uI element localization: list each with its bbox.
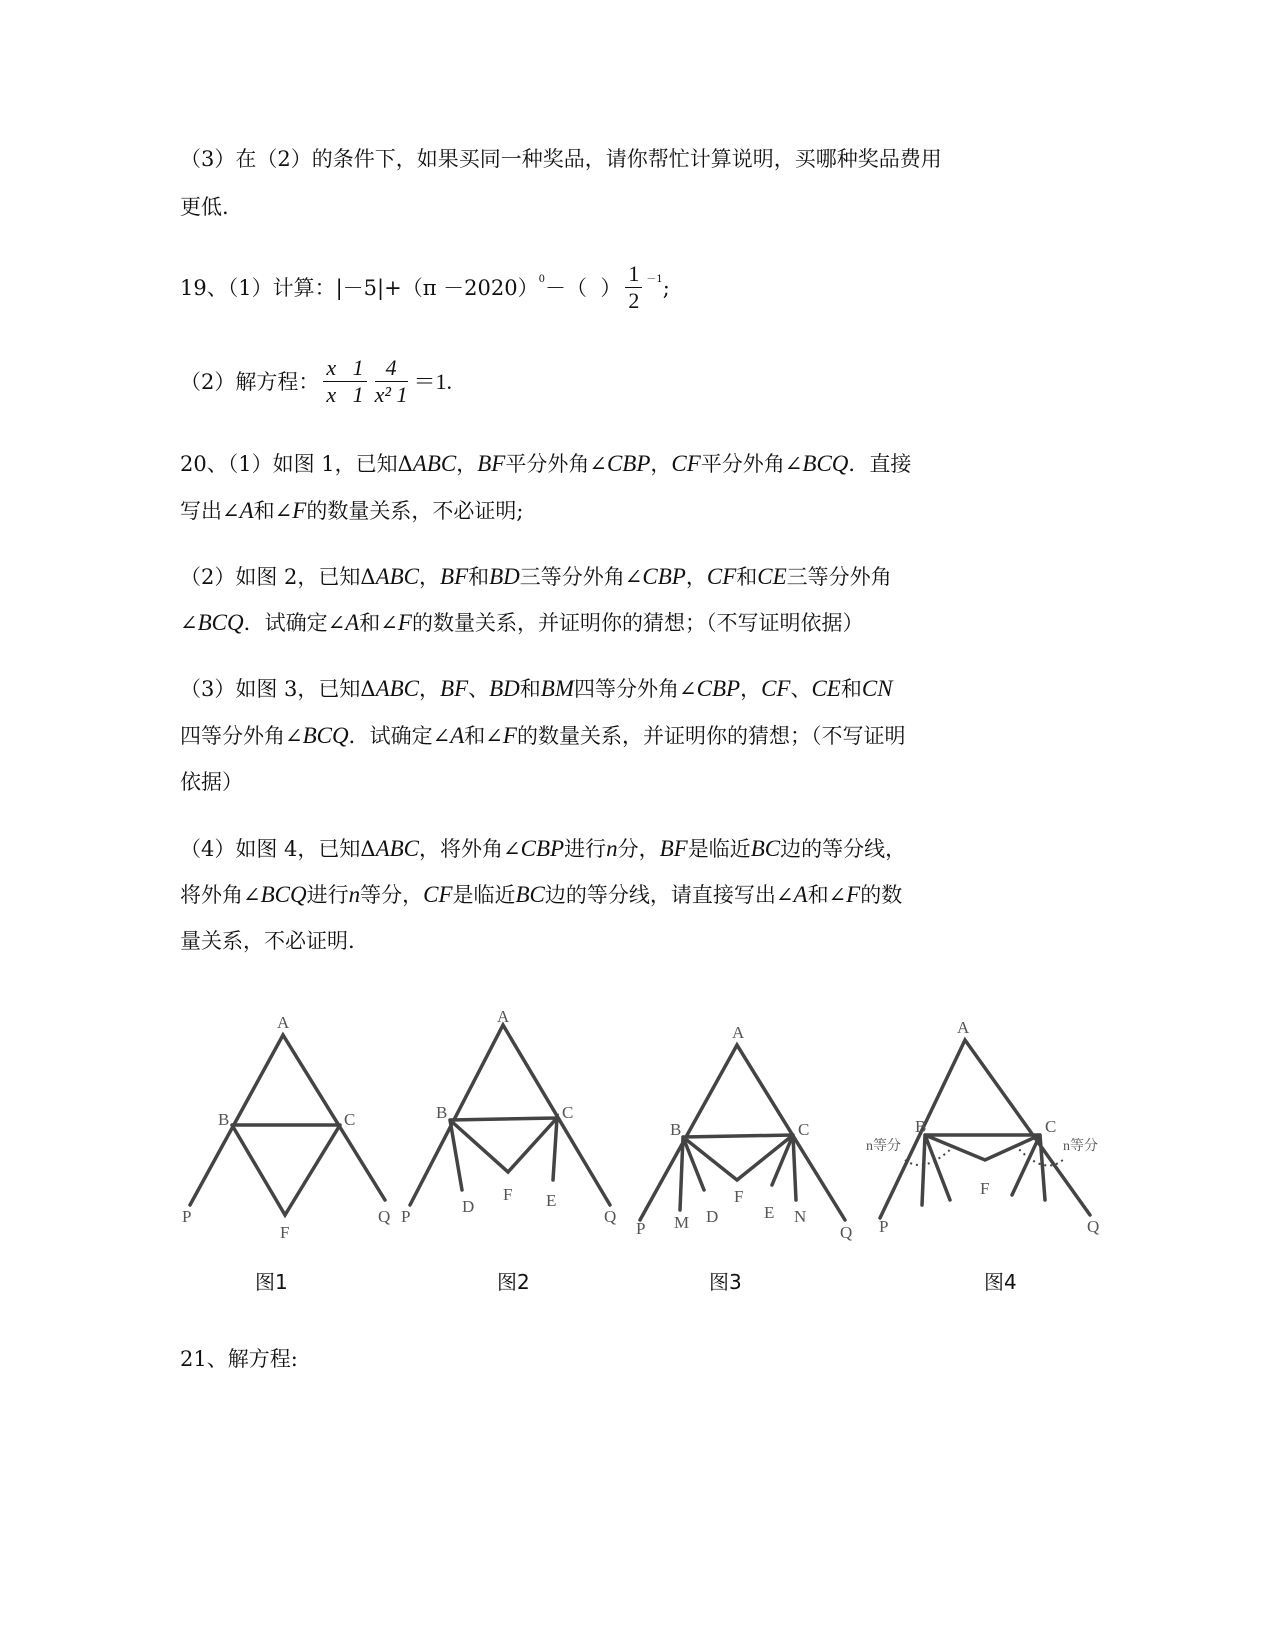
- math-symbol: A: [239, 498, 254, 523]
- math-symbol: BD: [489, 564, 520, 589]
- figure-3-label: M: [674, 1213, 690, 1232]
- math-symbol: A: [793, 882, 808, 907]
- figure-3-label: Q: [840, 1223, 853, 1242]
- text-segment: 是临近: [452, 883, 516, 907]
- math-symbol: CBP: [642, 564, 686, 589]
- figure-3-label: A: [732, 1023, 745, 1042]
- math-symbol: BCQ: [302, 723, 349, 748]
- math-symbol: F: [397, 610, 412, 635]
- numerator: x 1: [323, 355, 366, 382]
- text-segment: （3）如图 3，已知Δ: [180, 677, 376, 701]
- text-segment: 和∠: [807, 883, 847, 907]
- text-segment: （4）如图 4，已知Δ: [180, 837, 376, 861]
- text-segment: 进行: [564, 837, 607, 861]
- figure-2-label: B: [436, 1103, 448, 1122]
- text-segment: 的数量关系，并证明你的猜想；（不写证明依据）: [411, 611, 864, 635]
- figure-1-label: B: [218, 1110, 230, 1129]
- text-segment: 依据）: [180, 770, 243, 794]
- numerator: 1: [625, 261, 642, 288]
- figure-4-label: C: [1045, 1117, 1057, 1136]
- figure-1-label: P: [182, 1207, 192, 1226]
- figure-4-label: n等分: [866, 1139, 901, 1154]
- math-symbol: BCQ: [802, 451, 849, 476]
- text-segment: ，: [419, 677, 441, 701]
- figure-caption: 图4: [984, 1270, 1017, 1294]
- text-segment: 20、（1）如图 1，已知Δ: [180, 452, 413, 476]
- math-symbol: BCQ: [197, 610, 244, 635]
- math-symbol: F: [292, 498, 307, 523]
- numerator: 4: [375, 355, 408, 382]
- text-segment: －1: [646, 273, 663, 285]
- figure-3-label: F: [734, 1187, 744, 1206]
- text-segment: 边的等分线，: [780, 837, 907, 861]
- figure-3-label: E: [764, 1203, 775, 1222]
- figure-1-label: F: [280, 1223, 290, 1242]
- text-segment: 分，: [617, 837, 660, 861]
- figure-3-label: D: [706, 1207, 719, 1226]
- text-segment: 四等分外角∠: [574, 677, 697, 701]
- text-segment: 、: [790, 677, 812, 701]
- text-segment: 和∠: [464, 724, 503, 748]
- math-symbol: ABC: [375, 564, 420, 589]
- figure-caption: 图3: [709, 1270, 742, 1294]
- text-segment: ．试确定∠: [243, 611, 346, 635]
- figure-2-label: E: [546, 1191, 557, 1210]
- text-segment: 和: [840, 677, 862, 701]
- math-symbol: n: [348, 882, 361, 907]
- text-segment: 的数量关系，并证明你的猜想；（不写证明: [516, 724, 906, 748]
- figure-3-label: B: [670, 1120, 682, 1139]
- figure-4-label: F: [980, 1179, 990, 1198]
- text-segment: 边的等分线，请直接写出∠: [544, 883, 794, 907]
- denominator: 2: [628, 288, 640, 313]
- text-segment: ．试确定∠: [348, 724, 451, 748]
- figure-1-label: C: [344, 1110, 356, 1129]
- text-segment: ，: [419, 565, 441, 589]
- text-segment: 三等分外角: [786, 565, 892, 589]
- math-symbol: n: [606, 836, 618, 861]
- text-segment: ．直接: [848, 452, 912, 476]
- math-symbol: BF: [659, 836, 688, 861]
- text-segment: 等分，: [360, 883, 424, 907]
- text-segment: ，: [685, 565, 707, 589]
- figure-4-label: B: [915, 1117, 927, 1136]
- math-symbol: CF: [706, 564, 737, 589]
- math-symbol: BF: [477, 451, 506, 476]
- text-segment: 更低.: [180, 195, 229, 219]
- math-symbol: CF: [761, 676, 791, 701]
- math-symbol: BM: [540, 676, 575, 701]
- figure-4-label: P: [879, 1217, 889, 1236]
- text-segment: 的数: [860, 883, 903, 907]
- figure-3-label: C: [798, 1120, 810, 1139]
- text-segment: 四等分外角∠: [180, 724, 303, 748]
- math-symbol: BF: [440, 676, 469, 701]
- math-symbol: BC: [750, 836, 781, 861]
- math-symbol: CBP: [606, 451, 651, 476]
- text-segment: ，: [740, 677, 762, 701]
- math-symbol: CF: [671, 451, 701, 476]
- text-segment: ;: [662, 275, 670, 300]
- text-segment: 平分外角∠: [505, 452, 607, 476]
- figure-2-label: A: [497, 1007, 510, 1026]
- text-segment: ∠: [180, 611, 198, 635]
- math-symbol: CE: [811, 676, 841, 701]
- figure-1-label: A: [277, 1013, 290, 1032]
- math-symbol: CBP: [696, 676, 741, 701]
- text-segment: ，: [456, 452, 478, 476]
- math-symbol: F: [502, 723, 517, 748]
- figure-caption: 图1: [255, 1270, 288, 1294]
- text-segment: 三等分外角∠: [519, 565, 643, 589]
- text-segment: 将外角∠: [180, 883, 261, 907]
- figure-4-label: Q: [1087, 1217, 1100, 1236]
- text-segment: 19、（1）计算：|－5|+（π －2020）: [180, 275, 539, 300]
- math-symbol: CE: [757, 564, 787, 589]
- text-segment: 和: [519, 677, 541, 701]
- denominator: x 1: [326, 382, 364, 407]
- math-symbol: ABC: [412, 451, 457, 476]
- text-segment: －（ ）: [544, 275, 622, 300]
- math-symbol: CN: [861, 676, 893, 701]
- math-symbol: ABC: [375, 676, 420, 701]
- text-segment: 和∠: [253, 499, 293, 523]
- math-symbol: A: [450, 723, 465, 748]
- figure-4-label: A: [957, 1018, 970, 1037]
- text-segment: 和: [736, 565, 758, 589]
- text-segment: 的数量关系，不必证明;: [306, 499, 524, 523]
- math-symbol: BCQ: [260, 882, 307, 907]
- math-symbol: BC: [515, 882, 545, 907]
- text-segment: 是临近: [687, 837, 751, 861]
- math-symbol: BD: [489, 676, 520, 701]
- text-segment: ，将外角∠: [419, 837, 521, 861]
- figure-4-label: n等分: [1063, 1139, 1098, 1154]
- text-segment: 0: [538, 273, 545, 285]
- math-symbol: A: [345, 610, 360, 635]
- text-segment: 进行: [306, 883, 349, 907]
- text-segment: 平分外角∠: [700, 452, 803, 476]
- equation-rhs: ＝1.: [413, 368, 453, 394]
- figure-3-label: P: [636, 1219, 646, 1238]
- figure-1-label: Q: [378, 1207, 391, 1226]
- figure-2-label: C: [562, 1103, 574, 1122]
- figure-2-label: Q: [604, 1207, 617, 1226]
- text-segment: 量关系，不必证明.: [180, 929, 355, 953]
- figure-caption: 图2: [497, 1270, 530, 1294]
- text-segment: （2）解方程：: [180, 369, 320, 394]
- math-symbol: F: [846, 882, 861, 907]
- text-segment: （2）如图 2，已知Δ: [180, 565, 376, 589]
- text-segment: ，: [650, 452, 672, 476]
- figure-2-label: F: [503, 1185, 513, 1204]
- math-symbol: ABC: [375, 836, 420, 861]
- math-symbol: BF: [440, 564, 469, 589]
- figure-2-label: P: [401, 1207, 411, 1226]
- text-segment: 、: [468, 677, 490, 701]
- text-segment: 写出∠: [180, 499, 240, 523]
- text-segment: （3）在（2）的条件下，如果买同一种奖品，请你帮忙计算说明，买哪种奖品费用: [180, 147, 942, 171]
- math-symbol: CF: [423, 882, 453, 907]
- figure-2-label: D: [462, 1197, 475, 1216]
- math-symbol: CBP: [520, 836, 565, 861]
- figure-3-label: N: [794, 1207, 807, 1226]
- text-segment: 和: [468, 565, 490, 589]
- denominator: x² 1: [374, 382, 408, 407]
- text-segment: 和∠: [359, 611, 398, 635]
- text-segment: 21、解方程:: [180, 1347, 298, 1371]
